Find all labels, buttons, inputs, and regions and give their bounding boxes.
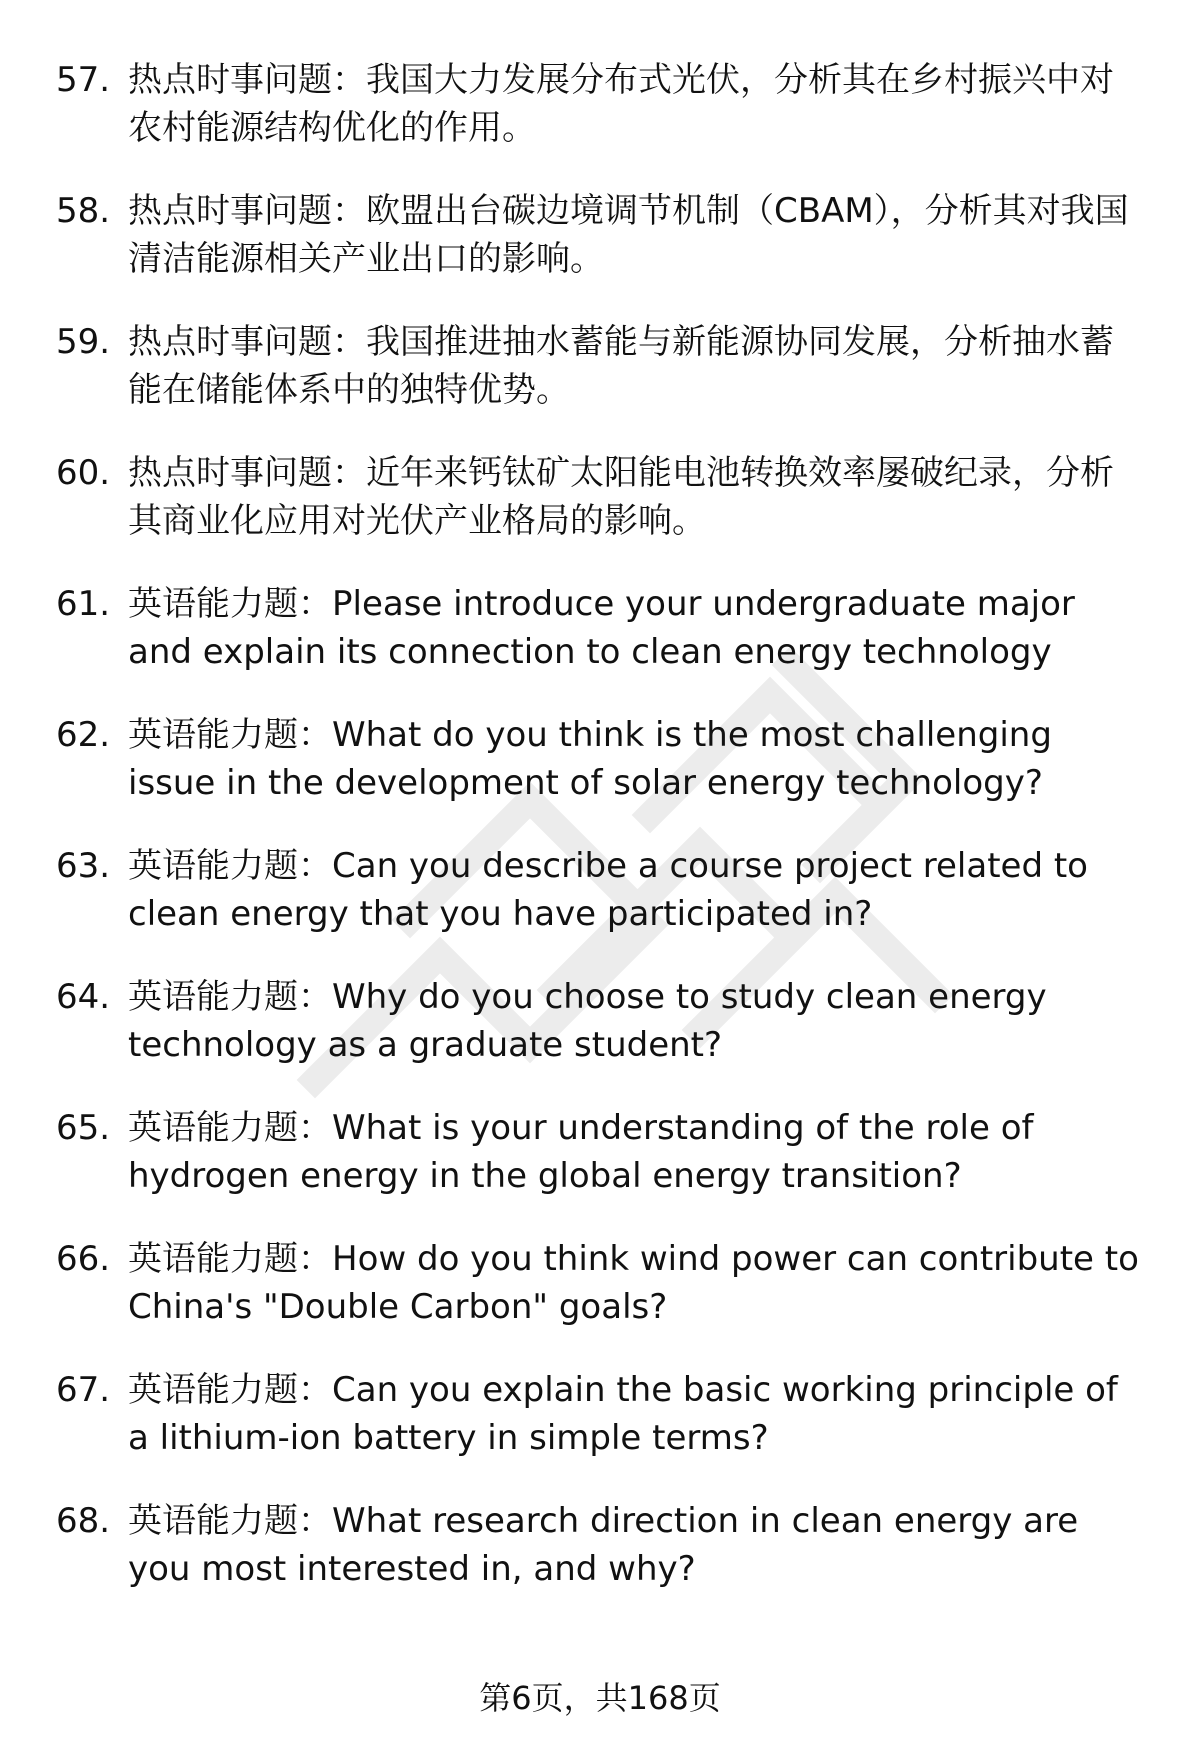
question-item-64 — [0, 973, 1200, 1104]
question-text: 热点时事问题：近年来钙钛矿太阳能电池转换效率屡破纪录，分析其商业化应用对光伏产业格局的影响。 — [128, 453, 1114, 541]
question-text: 英语能力题：What do you think is the most challenging issue in the development of solar energy technology? — [128, 715, 1052, 803]
question-number: 57. — [56, 60, 111, 100]
question-text: 英语能力题：What research direction in clean energy are you most interested in, and why? — [128, 1501, 1079, 1589]
question-text: 热点时事问题：欧盟出台碳边境调节机制（CBAM），分析其对我国清洁能源相关产业出口的影响。 — [128, 191, 1129, 279]
page-number-label: 第6页，共168页 — [479, 1679, 721, 1717]
question-item-58 — [0, 187, 1200, 318]
question-number: 68. — [56, 1501, 111, 1541]
question-number: 66. — [56, 1239, 111, 1279]
question-item-67 — [0, 1366, 1200, 1497]
question-text: 英语能力题：Why do you choose to study clean energy technology as a graduate student? — [128, 977, 1047, 1065]
question-item-68 — [0, 1497, 1200, 1628]
question-number: 64. — [56, 977, 111, 1017]
question-item-59 — [0, 318, 1200, 449]
question-text: 英语能力题：Can you describe a course project related to clean energy that you have participated in? — [128, 846, 1088, 934]
question-text: 英语能力题：Please introduce your undergraduate major and explain its connection to clean energy technology — [128, 584, 1075, 672]
question-item-61 — [0, 580, 1200, 711]
question-number: 62. — [56, 715, 111, 755]
question-number: 65. — [56, 1108, 111, 1148]
question-list — [0, 56, 1200, 1628]
question-number: 63. — [56, 846, 111, 886]
question-text: 英语能力题：How do you think wind power can contribute to China's "Double Carbon" goals? — [128, 1239, 1139, 1327]
question-item-60 — [0, 449, 1200, 580]
question-number: 58. — [56, 191, 111, 231]
question-item-62 — [0, 711, 1200, 842]
question-text: 英语能力题：Can you explain the basic working principle of a lithium-ion battery in simple terms? — [128, 1370, 1118, 1458]
question-item-57 — [0, 56, 1200, 187]
question-item-63 — [0, 842, 1200, 973]
question-number: 61. — [56, 584, 111, 624]
question-number: 59. — [56, 322, 111, 362]
question-text: 热点时事问题：我国大力发展分布式光伏，分析其在乡村振兴中对农村能源结构优化的作用。 — [128, 60, 1114, 148]
question-item-66 — [0, 1235, 1200, 1366]
question-number: 60. — [56, 453, 111, 493]
question-item-65 — [0, 1104, 1200, 1235]
question-text: 英语能力题：What is your understanding of the role of hydrogen energy in the global energy transition? — [128, 1108, 1034, 1196]
page-footer — [0, 1676, 1200, 1720]
question-number: 67. — [56, 1370, 111, 1410]
question-text: 热点时事问题：我国推进抽水蓄能与新能源协同发展，分析抽水蓄能在储能体系中的独特优势。 — [128, 322, 1114, 410]
